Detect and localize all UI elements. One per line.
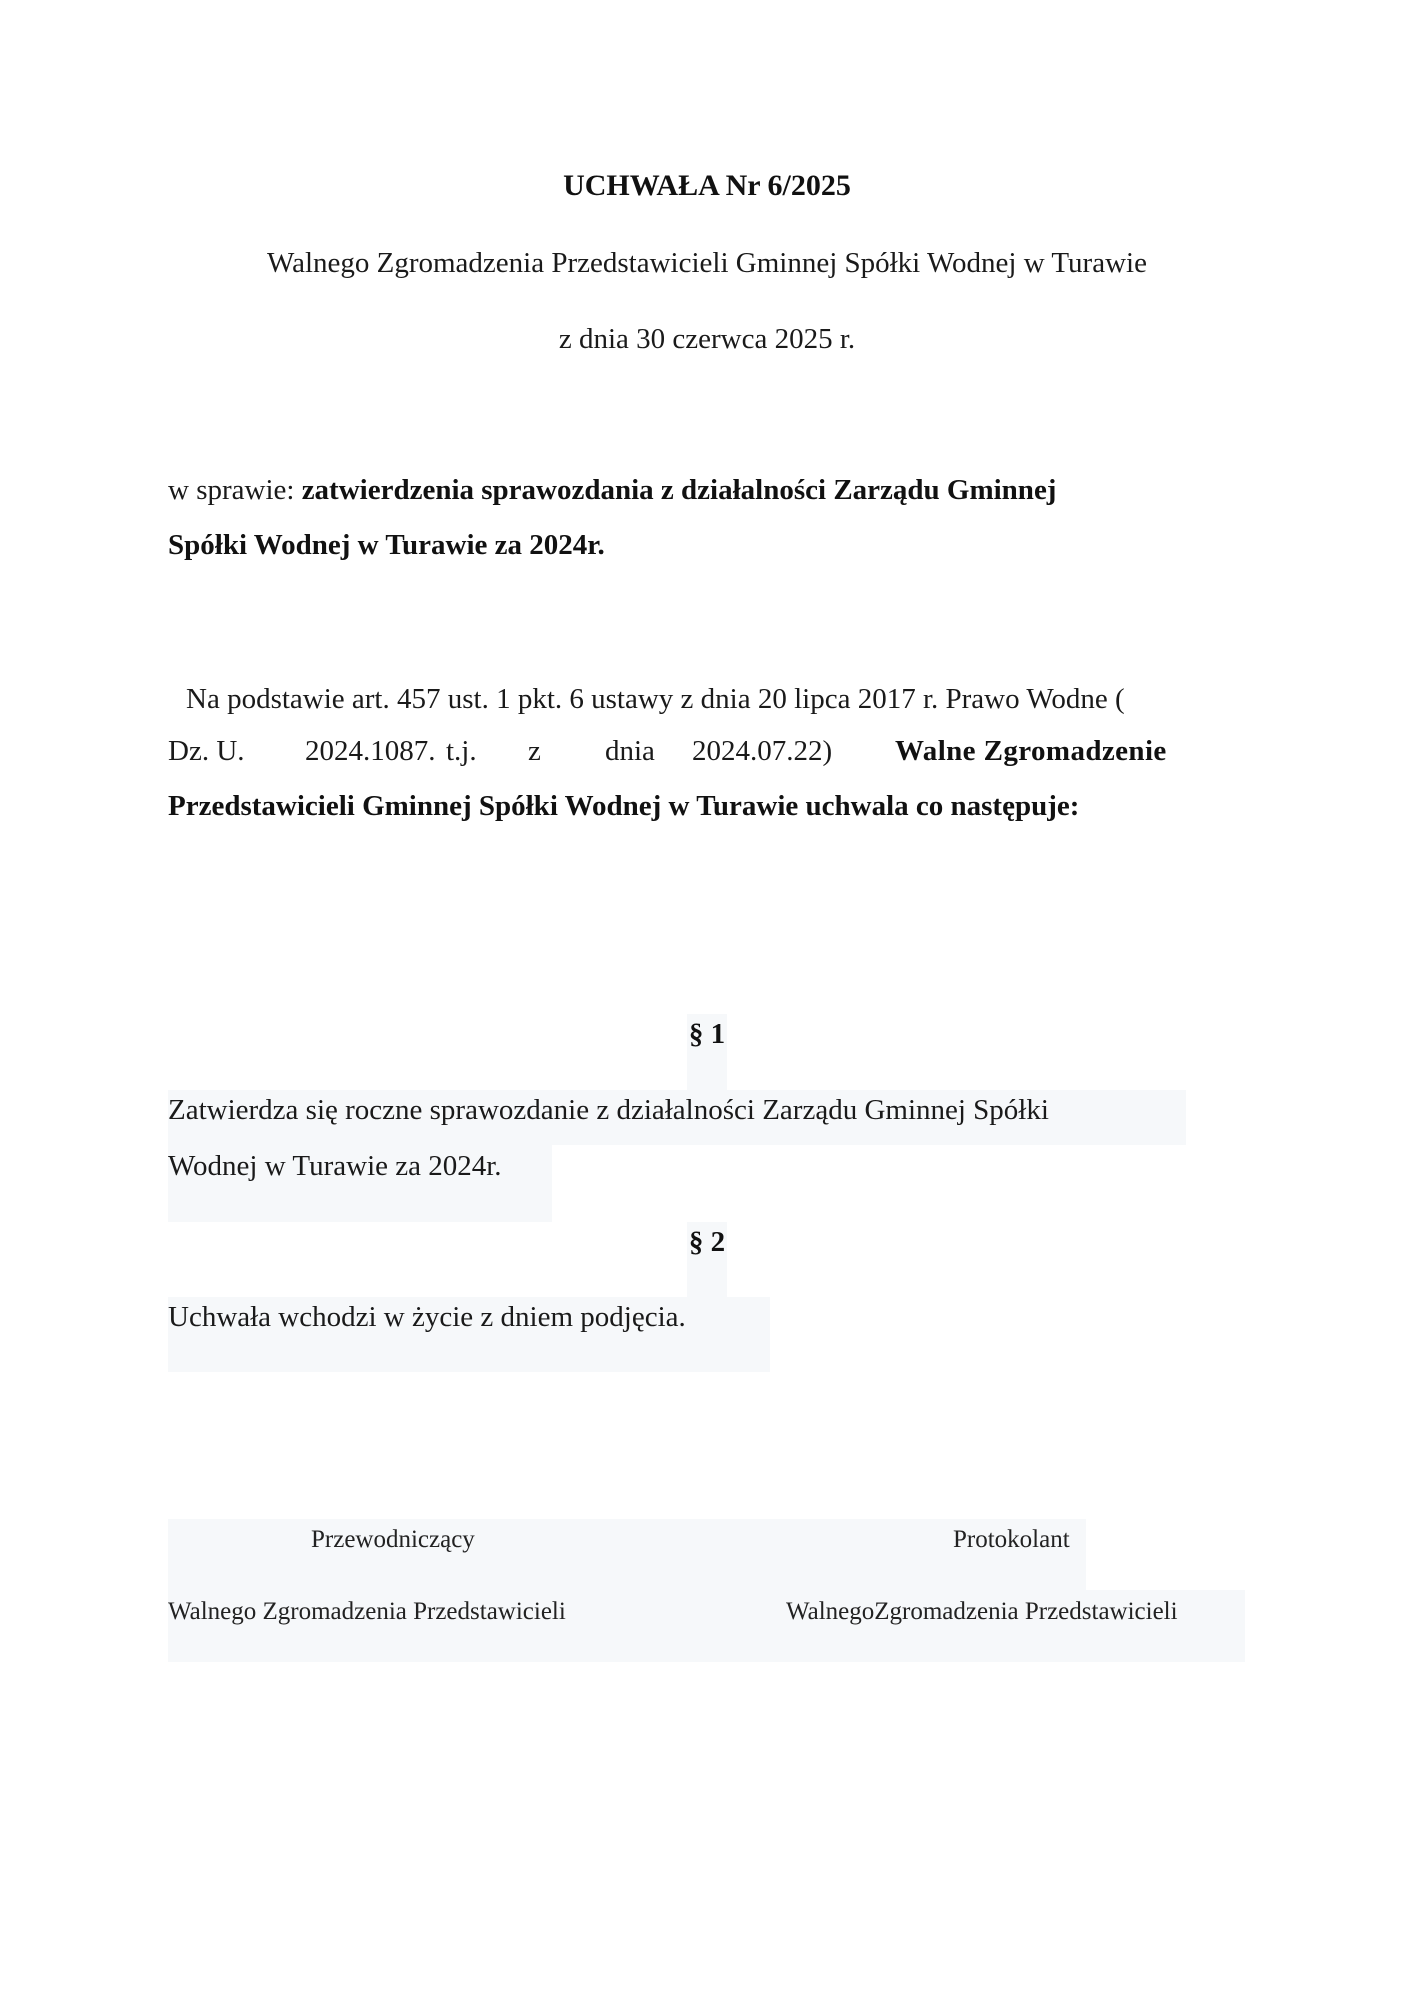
signature-right-body: WalnegoZgromadzenia Przedstawicieli xyxy=(786,1598,1178,1625)
section-1-mark: § 1 xyxy=(688,1018,726,1050)
basis-line-3: Przedstawicieli Gminnej Spółki Wodnej w Turawie uchwala co następuje: xyxy=(168,790,1080,822)
basis-part: dnia xyxy=(605,735,655,767)
basis-part: 2024.07.22) xyxy=(692,735,833,767)
section-1-line-1: Zatwierdza się roczne sprawozdanie z działalności Zarządu Gminnej Spółki xyxy=(168,1094,1049,1126)
signature-left-body: Walnego Zgromadzenia Przedstawicieli xyxy=(168,1598,566,1625)
subject-text: zatwierdzenia sprawozdania z działalności Zarządu Gminnej xyxy=(301,474,1057,506)
section-2-line-1: Uchwała wchodzi w życie z dniem podjęcia. xyxy=(168,1301,686,1333)
subject-line-2: Spółki Wodnej w Turawie za 2024r. xyxy=(168,529,605,561)
basis-part: Dz. U. xyxy=(168,735,245,767)
section-2-mark: § 2 xyxy=(688,1226,726,1258)
resolution-issuer: Walnego Zgromadzenia Przedstawicieli Gminnej Spółki Wodnej w Turawie xyxy=(267,247,1147,279)
basis-part: t.j. xyxy=(446,735,477,767)
subject-line-1 xyxy=(168,476,1056,505)
basis-bold-part: Walne Zgromadzenie xyxy=(895,735,1167,767)
subject-prefix: w sprawie: xyxy=(168,474,295,506)
basis-part: 2024.1087. xyxy=(305,735,436,767)
signature-right-role: Protokolant xyxy=(953,1526,1070,1553)
section-1-line-2: Wodnej w Turawie za 2024r. xyxy=(168,1150,502,1182)
basis-part: z xyxy=(528,735,541,767)
resolution-date: z dnia 30 czerwca 2025 r. xyxy=(558,323,856,355)
resolution-title: UCHWAŁA Nr 6/2025 xyxy=(563,169,851,202)
signature-left-role: Przewodniczący xyxy=(311,1526,475,1553)
basis-line-1: Na podstawie art. 457 ust. 1 pkt. 6 ustawy z dnia 20 lipca 2017 r. Prawo Wodne ( xyxy=(186,683,1125,715)
signature-shade xyxy=(168,1519,1086,1590)
